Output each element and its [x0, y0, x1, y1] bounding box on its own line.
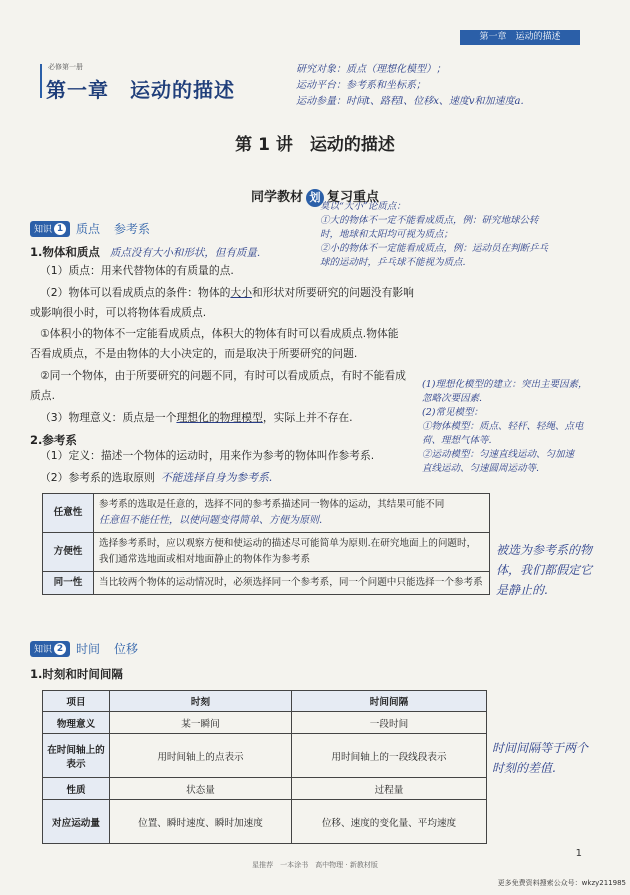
table-cell: 某一瞬间 — [110, 712, 292, 734]
knowledge-1-heading — [30, 220, 164, 237]
underlined-term: 大小 — [230, 286, 253, 299]
side-note-line: ②小的物体不一定能看成质点，例：运动员在判断乒乓 — [320, 243, 549, 254]
table-cell: 选择参考系时，应以观察方便和使运动的描述尽可能简单为原则.在研究地面上的问题时，我们通常选地面或相对地面静止的物体作为参考系 — [94, 533, 490, 572]
table-cell: 位移、速度的变化量、平均速度 — [291, 800, 486, 844]
page-number: 1 — [575, 848, 582, 859]
table-cell: 状态量 — [110, 778, 292, 800]
column-header: 时刻 — [110, 691, 292, 712]
handwritten-note: 不能选择自身为参考系. — [160, 471, 273, 484]
side-note-line: 被选为参考系的物 — [496, 543, 593, 557]
table-cell: 一段时间 — [291, 712, 486, 734]
chapter-accent-bar — [40, 64, 42, 98]
table1-side-note — [496, 540, 592, 600]
column-header: 时间间隔 — [291, 691, 486, 712]
paragraph: 否看成质点，不是由物体的大小决定的，而是取决于所要研究的问题. — [30, 347, 358, 360]
chapter-tab: 第一章 运动的描述 — [460, 30, 580, 45]
knowledge-badge: 知识 1 — [30, 221, 70, 237]
knowledge-2-heading — [30, 640, 152, 657]
knowledge-title-1: 质点 — [76, 222, 101, 236]
section-heading-right: 复习重点 — [327, 190, 380, 205]
knowledge-title-2: 位移 — [114, 642, 139, 656]
table-row — [43, 778, 487, 800]
table2-side-note — [492, 738, 588, 778]
knowledge-title-2: 参考系 — [114, 222, 151, 236]
row-key: 对应运动量 — [43, 800, 110, 844]
table-cell: 用时间轴上的一段线段表示 — [291, 734, 486, 778]
section-heading-left: 同学教材 — [250, 190, 303, 205]
handwritten-note: 任意但不能任性，以使问题变得简单、方便为原则. — [99, 515, 323, 526]
side-notes-size — [320, 200, 620, 270]
side-note-line: 体，我们都假定它 — [496, 563, 593, 577]
side-note-line: 是静止的. — [496, 583, 548, 597]
side-note-line: 荷、理想气体等. — [422, 435, 492, 446]
table-row — [43, 494, 490, 533]
watermark-text: 更多免费资料搜索公众号：wkzy211985 — [497, 879, 626, 887]
paragraph: （3）物理意义：质点是一个理想化的物理模型，实际上并不存在. — [40, 411, 353, 424]
table-row — [43, 712, 487, 734]
knowledge-title-1: 时间 — [76, 642, 101, 656]
row-key: 性质 — [43, 778, 110, 800]
side-note-line: (1)理想化模型的建立：突出主要因素， — [422, 379, 588, 390]
table-row — [43, 533, 490, 572]
table-header-row — [43, 691, 487, 712]
table-cell: 位置、瞬时速度、瞬时加速度 — [110, 800, 292, 844]
table-key: 同一性 — [43, 572, 94, 595]
table-cell: 参考系的选取是任意的，选择不同的参考系描述同一物体的运动，其结果可能不同 任意但不能任性，以使问题变得简单、方便为原则. — [94, 494, 490, 533]
table-row — [43, 734, 487, 778]
footer-text: 星推荐 一本涂书 高中物理 · 新教材版 — [252, 861, 378, 869]
table-key: 任意性 — [43, 494, 94, 533]
part3-heading: 1.时刻和时间间隔 — [30, 667, 123, 681]
table-cell: 用时间轴上的点表示 — [110, 734, 292, 778]
time-table — [42, 690, 487, 844]
side-note-line: 时刻的差值. — [492, 761, 556, 775]
column-header: 项目 — [43, 691, 110, 712]
knowledge-badge: 知识 2 — [30, 641, 70, 657]
knowledge-number: 2 — [54, 643, 66, 655]
paragraph: 或影响很小时，可以将物体看成质点. — [30, 306, 207, 319]
side-note-line: ②运动模型：匀速直线运动、匀加速 — [422, 449, 575, 460]
paragraph: ②同一个物体，由于所要研究的问题不同，有时可以看成质点，有时不能看成 — [40, 369, 406, 382]
paragraph: ①体积小的物体不一定能看成质点，体积大的物体有时可以看成质点.物体能 — [40, 327, 399, 340]
lecture-title: 第 1 讲 运动的描述 — [235, 135, 395, 155]
table-row — [43, 800, 487, 844]
side-note-line: ①大的物体不一定不能看成质点，例：研究地球公转 — [320, 215, 539, 226]
side-notes-models — [422, 378, 622, 476]
side-note-line: 时间间隔等于两个 — [492, 741, 589, 755]
section-badge: 划 — [306, 189, 324, 207]
row-key: 在时间轴上的表示 — [43, 734, 110, 778]
paragraph: （1）质点：用来代替物体的有质量的点. — [40, 264, 234, 277]
table-row — [43, 572, 490, 595]
part1-heading-row — [30, 244, 330, 260]
row-key: 物理意义 — [43, 712, 110, 734]
side-note-line: 直线运动、匀速圆周运动等. — [422, 463, 540, 474]
side-note-line: 忽略次要因素. — [422, 393, 483, 404]
paragraph: （2）参考系的选取原则 不能选择自身为参考系. — [40, 471, 273, 484]
side-note-line: 莫以“大小”论质点： — [320, 201, 406, 212]
top-note-line: 研究对象：质点（理想化模型）； — [296, 64, 446, 75]
part1-heading: 1.物体和质点 — [30, 245, 100, 259]
table-key: 方便性 — [43, 533, 94, 572]
side-note-line: 时，地球和太阳均可视为质点； — [320, 229, 454, 240]
underlined-term: 理想化的物理模型 — [176, 411, 263, 424]
volume-label: 必修第一册 — [48, 63, 83, 71]
side-note-line: ①物体模型：质点、轻杆、轻绳、点电 — [422, 421, 584, 432]
reference-frame-table — [42, 493, 490, 595]
side-note-line: 球的运动时，乒乓球不能视为质点. — [320, 257, 466, 268]
paragraph: 质点. — [30, 389, 56, 402]
chapter-title: 第一章 运动的描述 — [46, 78, 235, 102]
paragraph: （2）物体可以看成质点的条件：物体的大小和形状对所要研究的问题没有影响 — [40, 286, 414, 299]
table-cell: 过程量 — [291, 778, 486, 800]
knowledge-number: 1 — [54, 223, 66, 235]
paragraph: （1）定义：描述一个物体的运动时，用来作为参考的物体叫作参考系. — [40, 449, 375, 462]
top-handwritten-notes — [296, 62, 524, 110]
top-note-line: 运动参量：时间t、路程l、位移x、速度v和加速度a. — [296, 96, 524, 107]
part1-heading-note: 质点没有大小和形状，但有质量. — [109, 247, 261, 259]
table-cell: 当比较两个物体的运动情况时，必须选择同一个参考系，同一个问题中只能选择一个参考系 — [94, 572, 490, 595]
part2-heading: 2.参考系 — [30, 433, 77, 447]
side-note-line: (2)常见模型： — [422, 407, 483, 418]
top-note-line: 运动平台：参考系和坐标系； — [296, 80, 426, 91]
